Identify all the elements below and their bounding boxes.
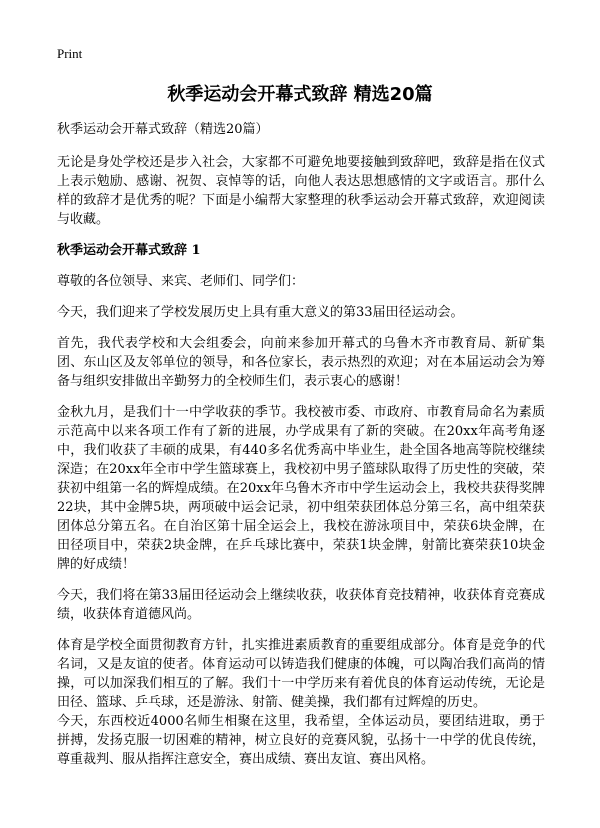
paragraph: 今天，东西校近4000名师生相聚在这里，我希望，全体运动员，要团结进取，勇于拼搏，发扬克服一切困难的精神，树立良好的竞赛风貌，弘扬十一中学的优良传统，尊重裁判、服从指挥注意安全，赛出成绩、赛出友谊、赛出风格。 — [57, 714, 545, 767]
paragraph: 今天，我们迎来了学校发展历史上具有重大意义的第33届田径运动会。 — [57, 305, 464, 320]
section-heading: 秋季运动会开幕式致辞 1 — [57, 243, 201, 258]
print-link[interactable]: Print — [57, 46, 83, 61]
paragraph: 金秋九月，是我们十一中学收获的季节。我校被市委、市政府、市教育局命名为素质示范高中以来各项工作有了新的进展，办学成果有了新的突破。在20xx年高考角逐中，我们收获了丰硕的成果，有440多名优秀高中毕业生，赴全国各地高等院校继续深造；在20xx年全市中学生篮球赛上，我校初中男子篮球队取得了历史性的突破，荣获初中组第一名的辉煌成绩。在20xx年乌鲁木齐市中学生运动会上，我校共获得奖牌22块，其中金牌5块，两项破中运会记录，初中组荣获团体总分第三名，高中组荣获团体总分第五名。在自治区第十届全运会上，我校在游泳项目中，荣获6块金牌，在田径项目中，荣获2块金牌，在乒乓球比赛中，荣获1块金牌，射箭比赛荣获10块金牌的好成绩！ — [57, 405, 545, 572]
salutation-paragraph: 尊敬的各位领导、来宾、老师们、同学们： — [57, 274, 305, 289]
article-body — [57, 120, 545, 781]
page-title: 秋季运动会开幕式致辞 精选20篇 — [167, 84, 433, 105]
paragraph: 体育是学校全面贯彻教育方针，扎实推进素质教育的重要组成部分。体育是竞争的代名词，又是友谊的使者。体育运动可以铸造我们健康的体魄，可以陶冶我们高尚的情操，可以加深我们相互的了解。我们十一中学历来有着优良的体育运动传统，无论是田径、篮球、乒乓球，还是游泳、射箭、健美操，我们都有过辉煌的历史。 — [57, 638, 545, 710]
paragraph: 首先，我代表学校和大会组委会，向前来参加开幕式的乌鲁木齐市教育局、新矿集团、东山区及友邻单位的领导，和各位家长，表示热烈的欢迎；对在本届运动会为筹备与组织安排做出辛勤努力的全校师生们，表示衷心的感谢！ — [57, 336, 545, 389]
article-subtitle: 秋季运动会开幕式致辞（精选20篇） — [57, 122, 269, 137]
paragraph: 今天，我们将在第33届田径运动会上继续收获，收获体育竞技精神，收获体育竞赛成绩，收获体育道德风尚。 — [57, 588, 545, 622]
intro-paragraph: 无论是身处学校还是步入社会，大家都不可避免地要接触到致辞吧，致辞是指在仪式上表示勉励、感谢、祝贺、哀悼等的话，向他人表达思想感情的文字或语言。那什么样的致辞才是优秀的呢？下面是小编帮大家整理的秋季运动会开幕式致辞，欢迎阅读与收藏。 — [57, 155, 545, 227]
